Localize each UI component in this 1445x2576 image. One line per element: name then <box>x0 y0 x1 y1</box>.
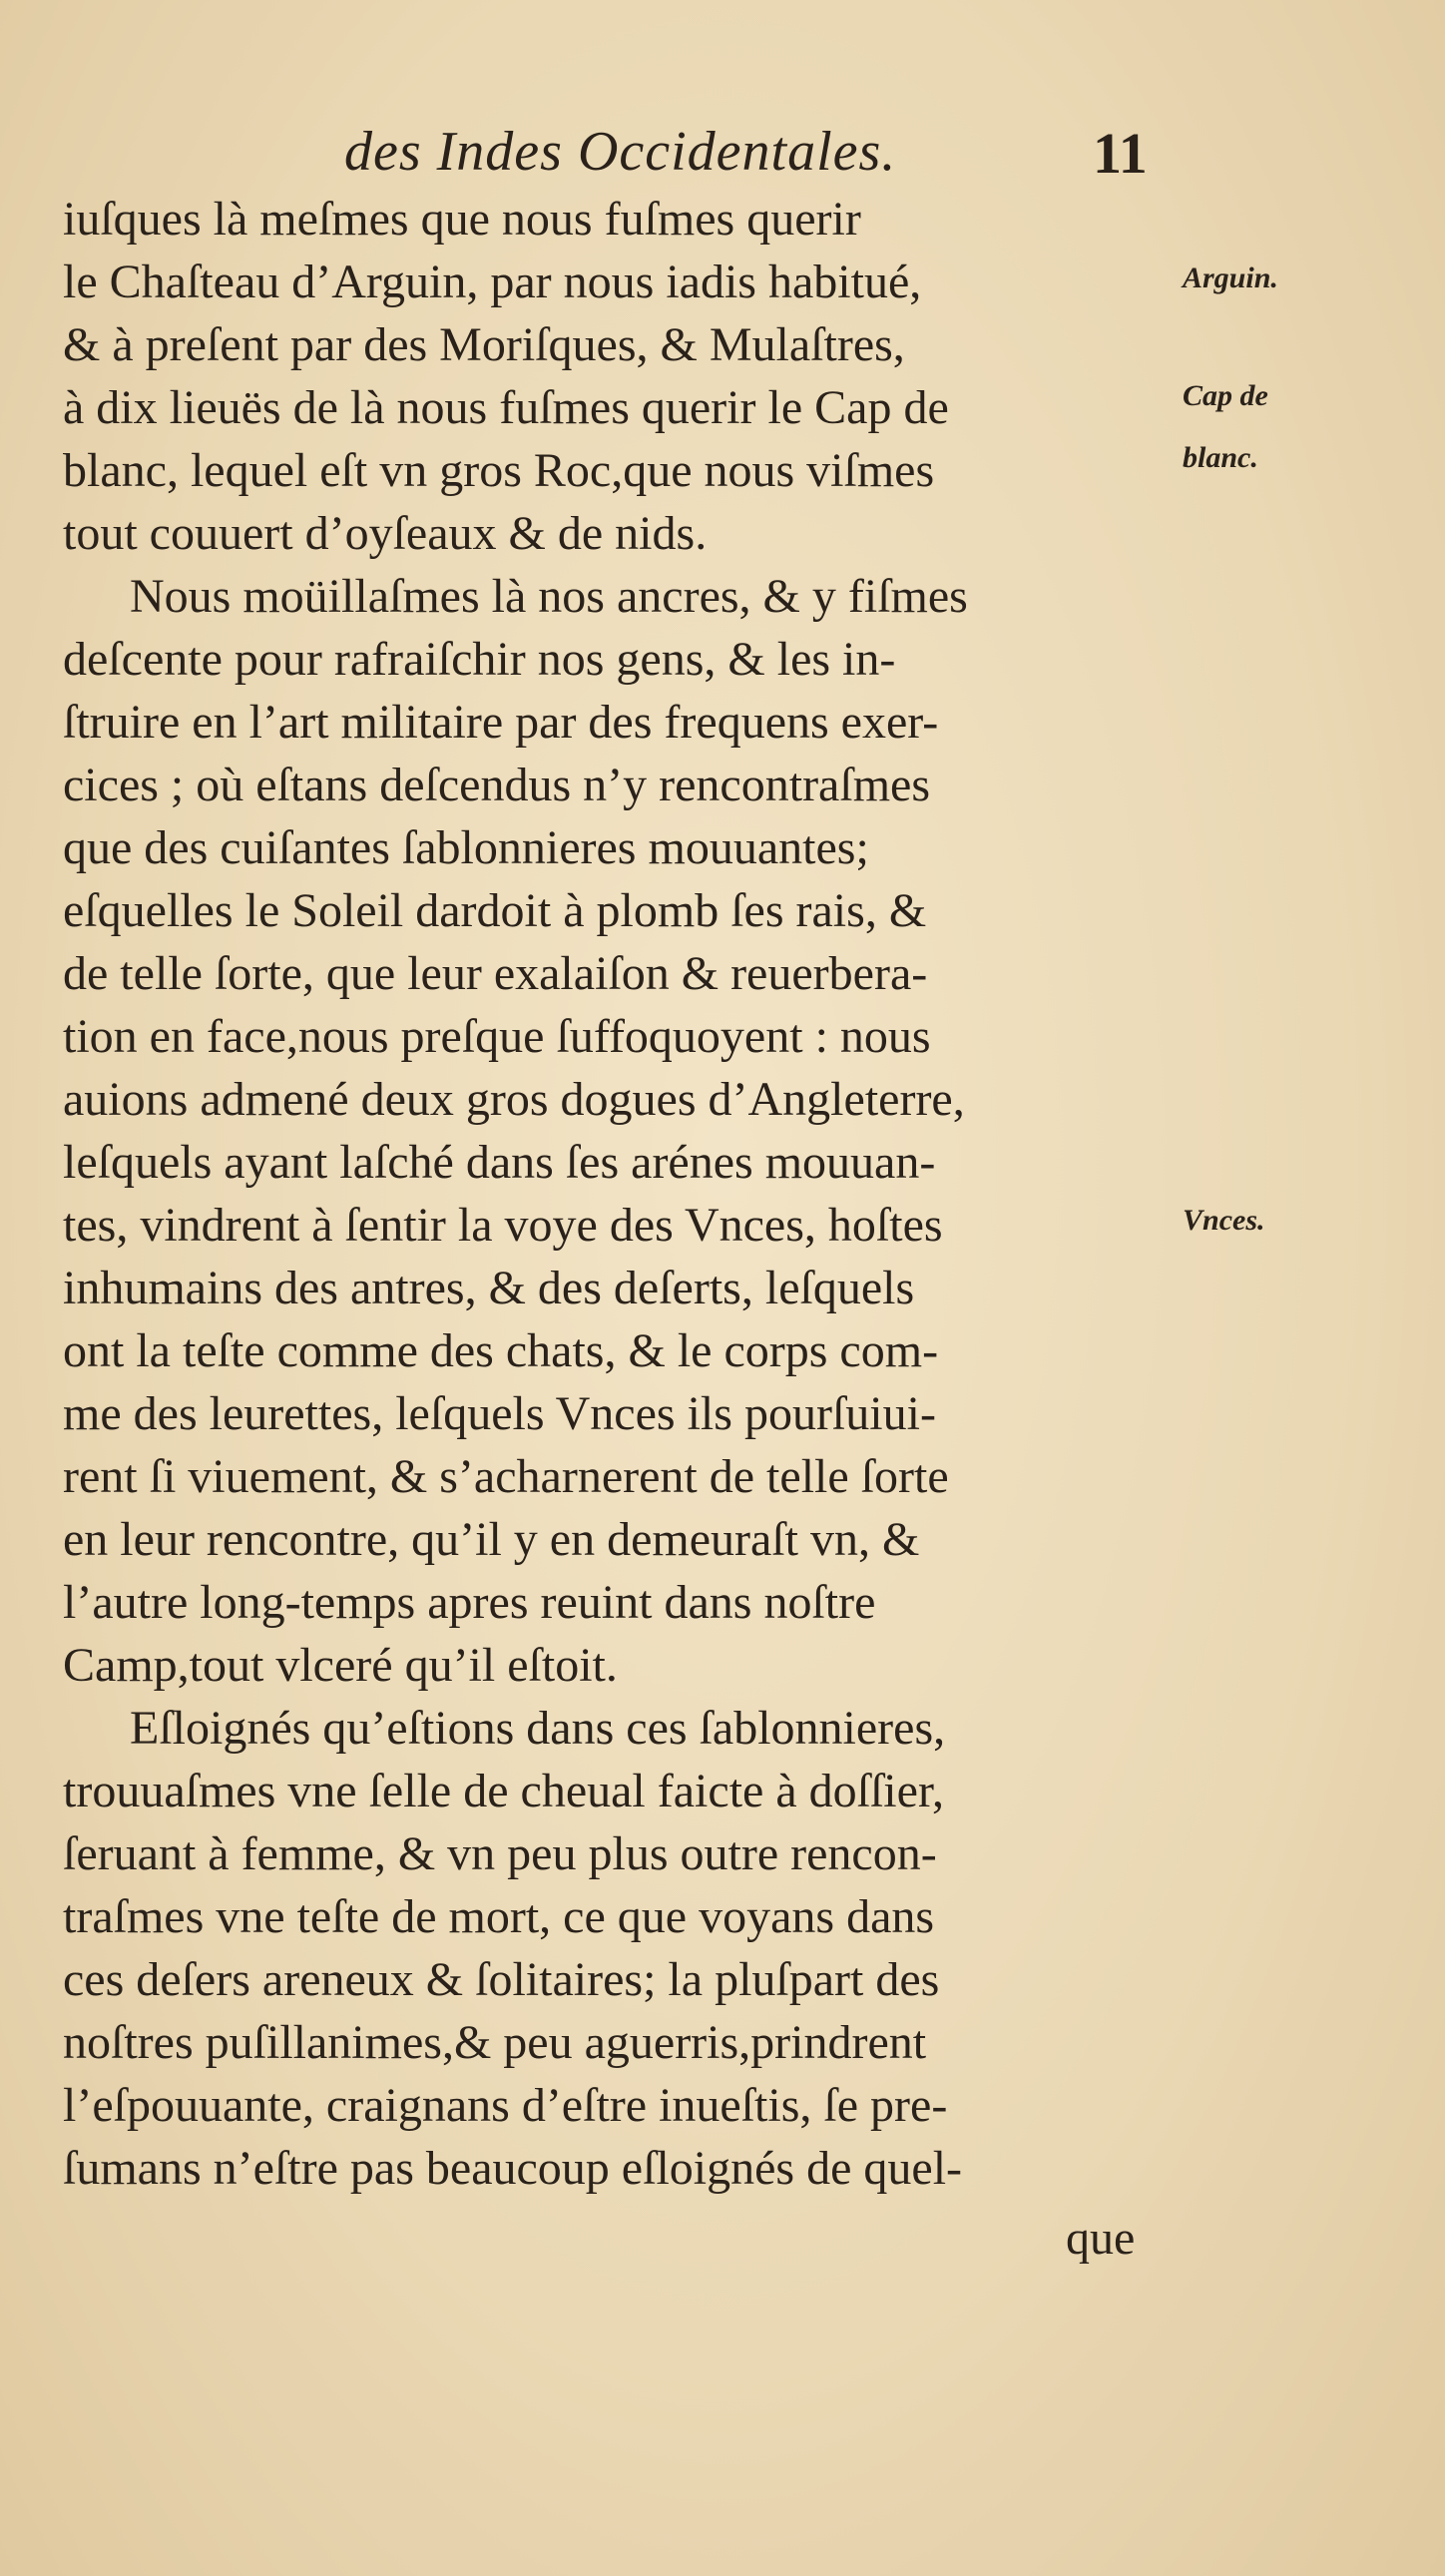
text-line: que des cuiſantes ſablonnieres mouuantes; <box>63 821 869 874</box>
text-line: ſeruant à femme, & vn peu plus outre rencon- <box>63 1827 937 1880</box>
text-line: le Chaſteau d’Arguin, par nous iadis habitué, <box>63 256 922 308</box>
text-line: noſtres puſillanimes,& peu aguerris,prindrent <box>63 2016 927 2069</box>
text-line: tout couuert d’oyſeaux & de nids. <box>63 507 708 560</box>
text-line: Camp,tout vlceré qu’il eſtoit. <box>63 1639 618 1692</box>
text-line: Eſloignés qu’eſtions dans ces ſablonnieres, <box>130 1702 946 1755</box>
text-line: iuſques là meſmes que nous fuſmes querir <box>63 193 861 246</box>
margin-note-cap-de: Cap de <box>1183 379 1268 412</box>
text-line: tion en face,nous preſque ſuffoquoyent : nous <box>63 1010 931 1063</box>
text-line: eſquelles le Soleil dardoit à plomb ſes rais, & <box>63 884 927 937</box>
text-line: & à preſent par des Moriſques, & Mulaſtres, <box>63 318 905 371</box>
text-line: me des leurettes, leſquels Vnces ils pourſuiui- <box>63 1387 936 1440</box>
margin-note-arguin: Arguin. <box>1183 261 1278 294</box>
text-line: auions admené deux gros dogues d’Angleterre, <box>63 1073 965 1126</box>
text-line: Nous moüillaſmes là nos ancres, & y fiſmes <box>130 570 968 623</box>
text-line: traſmes vne teſte de mort, ce que voyans dans <box>63 1890 935 1943</box>
page-number: 11 <box>1093 121 1148 186</box>
text-line: en leur rencontre, qu’il y en demeuraſt vn, & <box>63 1513 920 1566</box>
text-line: trouuaſmes vne ſelle de cheual faicte à doſſier, <box>63 1765 945 1817</box>
margin-note-blanc: blanc. <box>1183 441 1258 474</box>
running-title: des Indes Occidentales. <box>344 121 897 183</box>
text-line: deſcente pour rafraiſchir nos gens, & les in- <box>63 633 896 686</box>
text-line: rent ſi viuement, & s’acharnerent de telle ſorte <box>63 1450 949 1503</box>
catchword: que <box>1066 2212 1136 2265</box>
text-line: à dix lieuës de là nous fuſmes querir le Cap de <box>63 381 949 434</box>
text-line: inhumains des antres, & des deſerts, leſquels <box>63 1262 915 1314</box>
text-line: l’autre long-temps apres reuint dans noſtre <box>63 1576 876 1629</box>
text-line: blanc, lequel eſt vn gros Roc,que nous viſmes <box>63 444 935 497</box>
text-line: leſquels ayant laſché dans ſes arénes mouuan- <box>63 1136 936 1189</box>
text-line: ſtruire en l’art militaire par des frequens exer- <box>63 696 939 749</box>
text-line: ſumans n’eſtre pas beaucoup eſloignés de quel- <box>63 2142 963 2195</box>
margin-note-vnces: Vnces. <box>1183 1204 1265 1237</box>
text-line: ces deſers areneux & ſolitaires; la pluſpart des <box>63 1953 940 2006</box>
text-line: tes, vindrent à ſentir la voye des Vnces, hoſtes <box>63 1199 943 1252</box>
text-line: cices ; où eſtans deſcendus n’y rencontraſmes <box>63 759 931 811</box>
margin-notes <box>1183 0 1422 2576</box>
text-line: de telle ſorte, que leur exalaiſon & reuerbera- <box>63 947 928 1000</box>
text-line: l’eſpouuante, craignans d’eſtre inueſtis, ſe pre- <box>63 2079 948 2132</box>
text-line: ont la teſte comme des chats, & le corps com- <box>63 1324 939 1377</box>
